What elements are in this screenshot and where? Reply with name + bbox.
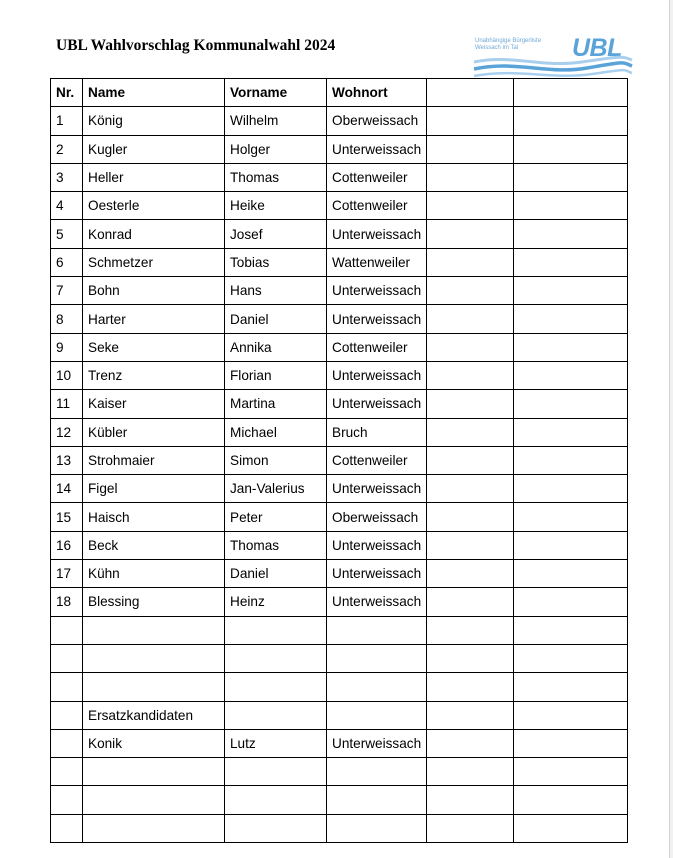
cell-extra-2 bbox=[514, 560, 628, 588]
cell-extra-2 bbox=[514, 729, 628, 757]
cell-nr: 16 bbox=[51, 531, 83, 559]
table-row bbox=[51, 588, 628, 616]
cell-vorname: Holger bbox=[225, 135, 327, 163]
cell-extra-1 bbox=[427, 107, 514, 135]
table-row bbox=[51, 163, 628, 191]
cell-extra-2 bbox=[514, 277, 628, 305]
cell-extra-1 bbox=[427, 701, 514, 729]
cell-wohnort: Cottenweiler bbox=[327, 163, 427, 191]
cell-name: Beck bbox=[83, 531, 225, 559]
cell-wohnort: Unterweissach bbox=[327, 475, 427, 503]
cell-vorname: Simon bbox=[225, 446, 327, 474]
logo-line-1: Unabhängige Bürgerliste bbox=[475, 38, 542, 44]
cell-wohnort bbox=[327, 701, 427, 729]
cell-wohnort: Cottenweiler bbox=[327, 333, 427, 361]
cell-wohnort bbox=[327, 644, 427, 672]
table-header-row bbox=[51, 79, 628, 107]
cell-name bbox=[83, 758, 225, 786]
cell-vorname: Heike bbox=[225, 192, 327, 220]
cell-wohnort bbox=[327, 758, 427, 786]
cell-extra-1 bbox=[427, 531, 514, 559]
cell-extra-1 bbox=[427, 361, 514, 389]
cell-extra-1 bbox=[427, 192, 514, 220]
cell-extra-2 bbox=[514, 503, 628, 531]
cell-nr: 9 bbox=[51, 333, 83, 361]
table-row bbox=[51, 758, 628, 786]
cell-extra-2 bbox=[514, 361, 628, 389]
cell-nr: 11 bbox=[51, 390, 83, 418]
cell-nr: 8 bbox=[51, 305, 83, 333]
cell-name: Kübler bbox=[83, 418, 225, 446]
cell-wohnort: Unterweissach bbox=[327, 588, 427, 616]
cell-extra-2 bbox=[514, 390, 628, 418]
cell-vorname: Hans bbox=[225, 277, 327, 305]
cell-extra-1 bbox=[427, 503, 514, 531]
cell-extra-2 bbox=[514, 248, 628, 276]
table-row bbox=[51, 701, 628, 729]
cell-name: König bbox=[83, 107, 225, 135]
table-row bbox=[51, 305, 628, 333]
cell-name: Harter bbox=[83, 305, 225, 333]
cell-nr: 2 bbox=[51, 135, 83, 163]
cell-name: Blessing bbox=[83, 588, 225, 616]
cell-name bbox=[83, 644, 225, 672]
cell-vorname: Michael bbox=[225, 418, 327, 446]
cell-nr bbox=[51, 729, 83, 757]
cell-wohnort: Oberweissach bbox=[327, 107, 427, 135]
table-row bbox=[51, 786, 628, 814]
cell-nr: 4 bbox=[51, 192, 83, 220]
cell-nr: 3 bbox=[51, 163, 83, 191]
cell-nr: 17 bbox=[51, 560, 83, 588]
cell-vorname: Thomas bbox=[225, 163, 327, 191]
cell-extra-1 bbox=[427, 135, 514, 163]
cell-vorname bbox=[225, 786, 327, 814]
cell-nr bbox=[51, 616, 83, 644]
cell-vorname: Heinz bbox=[225, 588, 327, 616]
cell-wohnort: Bruch bbox=[327, 418, 427, 446]
cell-wohnort: Oberweissach bbox=[327, 503, 427, 531]
table-row bbox=[51, 192, 628, 220]
candidate-table bbox=[50, 78, 628, 843]
cell-nr: 14 bbox=[51, 475, 83, 503]
cell-wohnort bbox=[327, 814, 427, 842]
cell-name: Oesterle bbox=[83, 192, 225, 220]
table-row bbox=[51, 333, 628, 361]
cell-extra-2 bbox=[514, 192, 628, 220]
cell-vorname: Josef bbox=[225, 220, 327, 248]
cell-vorname: Daniel bbox=[225, 305, 327, 333]
cell-name: Figel bbox=[83, 475, 225, 503]
cell-extra-1 bbox=[427, 814, 514, 842]
cell-vorname: Wilhelm bbox=[225, 107, 327, 135]
table-row bbox=[51, 107, 628, 135]
table-row bbox=[51, 446, 628, 474]
cell-extra-1 bbox=[427, 248, 514, 276]
cell-extra-1 bbox=[427, 390, 514, 418]
cell-nr bbox=[51, 644, 83, 672]
cell-extra-1 bbox=[427, 729, 514, 757]
cell-extra-1 bbox=[427, 758, 514, 786]
cell-name: Trenz bbox=[83, 361, 225, 389]
cell-nr bbox=[51, 814, 83, 842]
cell-name bbox=[83, 814, 225, 842]
cell-nr: 15 bbox=[51, 503, 83, 531]
header-name: Name bbox=[83, 79, 225, 107]
ubl-logo bbox=[472, 34, 634, 80]
cell-nr: 12 bbox=[51, 418, 83, 446]
cell-wohnort: Unterweissach bbox=[327, 220, 427, 248]
cell-vorname bbox=[225, 616, 327, 644]
cell-nr: 7 bbox=[51, 277, 83, 305]
cell-extra-1 bbox=[427, 163, 514, 191]
table-row bbox=[51, 503, 628, 531]
cell-name: Schmetzer bbox=[83, 248, 225, 276]
cell-nr: 10 bbox=[51, 361, 83, 389]
cell-extra-2 bbox=[514, 701, 628, 729]
cell-vorname: Lutz bbox=[225, 729, 327, 757]
logo-wordmark: UBL bbox=[572, 34, 622, 62]
cell-extra-2 bbox=[514, 305, 628, 333]
cell-extra-1 bbox=[427, 786, 514, 814]
header-extra-1 bbox=[427, 79, 514, 107]
cell-name bbox=[83, 673, 225, 701]
table-row bbox=[51, 673, 628, 701]
cell-name: Bohn bbox=[83, 277, 225, 305]
cell-wohnort bbox=[327, 616, 427, 644]
cell-extra-1 bbox=[427, 305, 514, 333]
cell-wohnort: Unterweissach bbox=[327, 361, 427, 389]
header-vorname: Vorname bbox=[225, 79, 327, 107]
cell-wohnort: Unterweissach bbox=[327, 729, 427, 757]
cell-name: Konrad bbox=[83, 220, 225, 248]
cell-extra-2 bbox=[514, 163, 628, 191]
cell-extra-1 bbox=[427, 446, 514, 474]
cell-extra-1 bbox=[427, 560, 514, 588]
cell-nr: 1 bbox=[51, 107, 83, 135]
header-wohnort: Wohnort bbox=[327, 79, 427, 107]
table-row bbox=[51, 729, 628, 757]
table-row bbox=[51, 277, 628, 305]
cell-vorname: Martina bbox=[225, 390, 327, 418]
cell-extra-2 bbox=[514, 673, 628, 701]
table-row bbox=[51, 531, 628, 559]
table-row bbox=[51, 361, 628, 389]
cell-vorname bbox=[225, 673, 327, 701]
cell-extra-2 bbox=[514, 135, 628, 163]
cell-wohnort: Unterweissach bbox=[327, 531, 427, 559]
cell-wohnort: Unterweissach bbox=[327, 305, 427, 333]
cell-extra-2 bbox=[514, 220, 628, 248]
cell-wohnort: Cottenweiler bbox=[327, 446, 427, 474]
cell-nr: 6 bbox=[51, 248, 83, 276]
cell-extra-1 bbox=[427, 616, 514, 644]
table-row bbox=[51, 135, 628, 163]
cell-wohnort bbox=[327, 786, 427, 814]
cell-wohnort: Unterweissach bbox=[327, 135, 427, 163]
cell-extra-2 bbox=[514, 786, 628, 814]
table-row bbox=[51, 475, 628, 503]
cell-extra-1 bbox=[427, 333, 514, 361]
cell-wohnort: Cottenweiler bbox=[327, 192, 427, 220]
cell-extra-1 bbox=[427, 644, 514, 672]
cell-extra-2 bbox=[514, 333, 628, 361]
logo-wave-icon bbox=[472, 48, 634, 80]
cell-extra-1 bbox=[427, 475, 514, 503]
table-row bbox=[51, 418, 628, 446]
cell-nr: 5 bbox=[51, 220, 83, 248]
table-row bbox=[51, 616, 628, 644]
cell-name: Ersatzkandidaten bbox=[83, 701, 225, 729]
header-extra-2 bbox=[514, 79, 628, 107]
cell-name: Kaiser bbox=[83, 390, 225, 418]
table-row bbox=[51, 390, 628, 418]
cell-wohnort: Wattenweiler bbox=[327, 248, 427, 276]
header-nr: Nr. bbox=[51, 79, 83, 107]
cell-extra-2 bbox=[514, 418, 628, 446]
cell-vorname: Florian bbox=[225, 361, 327, 389]
cell-nr: 18 bbox=[51, 588, 83, 616]
cell-name bbox=[83, 616, 225, 644]
cell-extra-1 bbox=[427, 220, 514, 248]
table-row bbox=[51, 560, 628, 588]
table-row bbox=[51, 220, 628, 248]
cell-extra-2 bbox=[514, 531, 628, 559]
cell-extra-1 bbox=[427, 588, 514, 616]
cell-name: Heller bbox=[83, 163, 225, 191]
cell-extra-2 bbox=[514, 814, 628, 842]
cell-extra-1 bbox=[427, 673, 514, 701]
cell-extra-2 bbox=[514, 644, 628, 672]
cell-extra-1 bbox=[427, 418, 514, 446]
cell-vorname: Thomas bbox=[225, 531, 327, 559]
cell-nr bbox=[51, 701, 83, 729]
cell-vorname bbox=[225, 701, 327, 729]
table-row bbox=[51, 644, 628, 672]
table-row bbox=[51, 248, 628, 276]
cell-extra-1 bbox=[427, 277, 514, 305]
cell-vorname bbox=[225, 644, 327, 672]
cell-extra-2 bbox=[514, 588, 628, 616]
cell-wohnort bbox=[327, 673, 427, 701]
cell-vorname: Tobias bbox=[225, 248, 327, 276]
cell-name: Kühn bbox=[83, 560, 225, 588]
cell-name: Konik bbox=[83, 729, 225, 757]
cell-wohnort: Unterweissach bbox=[327, 277, 427, 305]
cell-extra-2 bbox=[514, 107, 628, 135]
cell-vorname: Annika bbox=[225, 333, 327, 361]
cell-vorname: Daniel bbox=[225, 560, 327, 588]
cell-nr bbox=[51, 673, 83, 701]
page-edge bbox=[669, 0, 673, 858]
cell-extra-2 bbox=[514, 446, 628, 474]
logo-line-2: Weissach im Tal bbox=[475, 45, 519, 51]
cell-vorname bbox=[225, 814, 327, 842]
cell-extra-2 bbox=[514, 758, 628, 786]
cell-vorname bbox=[225, 758, 327, 786]
cell-nr bbox=[51, 786, 83, 814]
cell-vorname: Peter bbox=[225, 503, 327, 531]
cell-name: Seke bbox=[83, 333, 225, 361]
cell-nr bbox=[51, 758, 83, 786]
cell-vorname: Jan-Valerius bbox=[225, 475, 327, 503]
cell-nr: 13 bbox=[51, 446, 83, 474]
cell-extra-2 bbox=[514, 475, 628, 503]
document-title: UBL Wahlvorschlag Kommunalwahl 2024 bbox=[56, 37, 336, 54]
cell-wohnort: Unterweissach bbox=[327, 390, 427, 418]
cell-name: Haisch bbox=[83, 503, 225, 531]
cell-extra-2 bbox=[514, 616, 628, 644]
table-row bbox=[51, 814, 628, 842]
cell-name bbox=[83, 786, 225, 814]
cell-wohnort: Unterweissach bbox=[327, 560, 427, 588]
cell-name: Strohmaier bbox=[83, 446, 225, 474]
cell-name: Kugler bbox=[83, 135, 225, 163]
